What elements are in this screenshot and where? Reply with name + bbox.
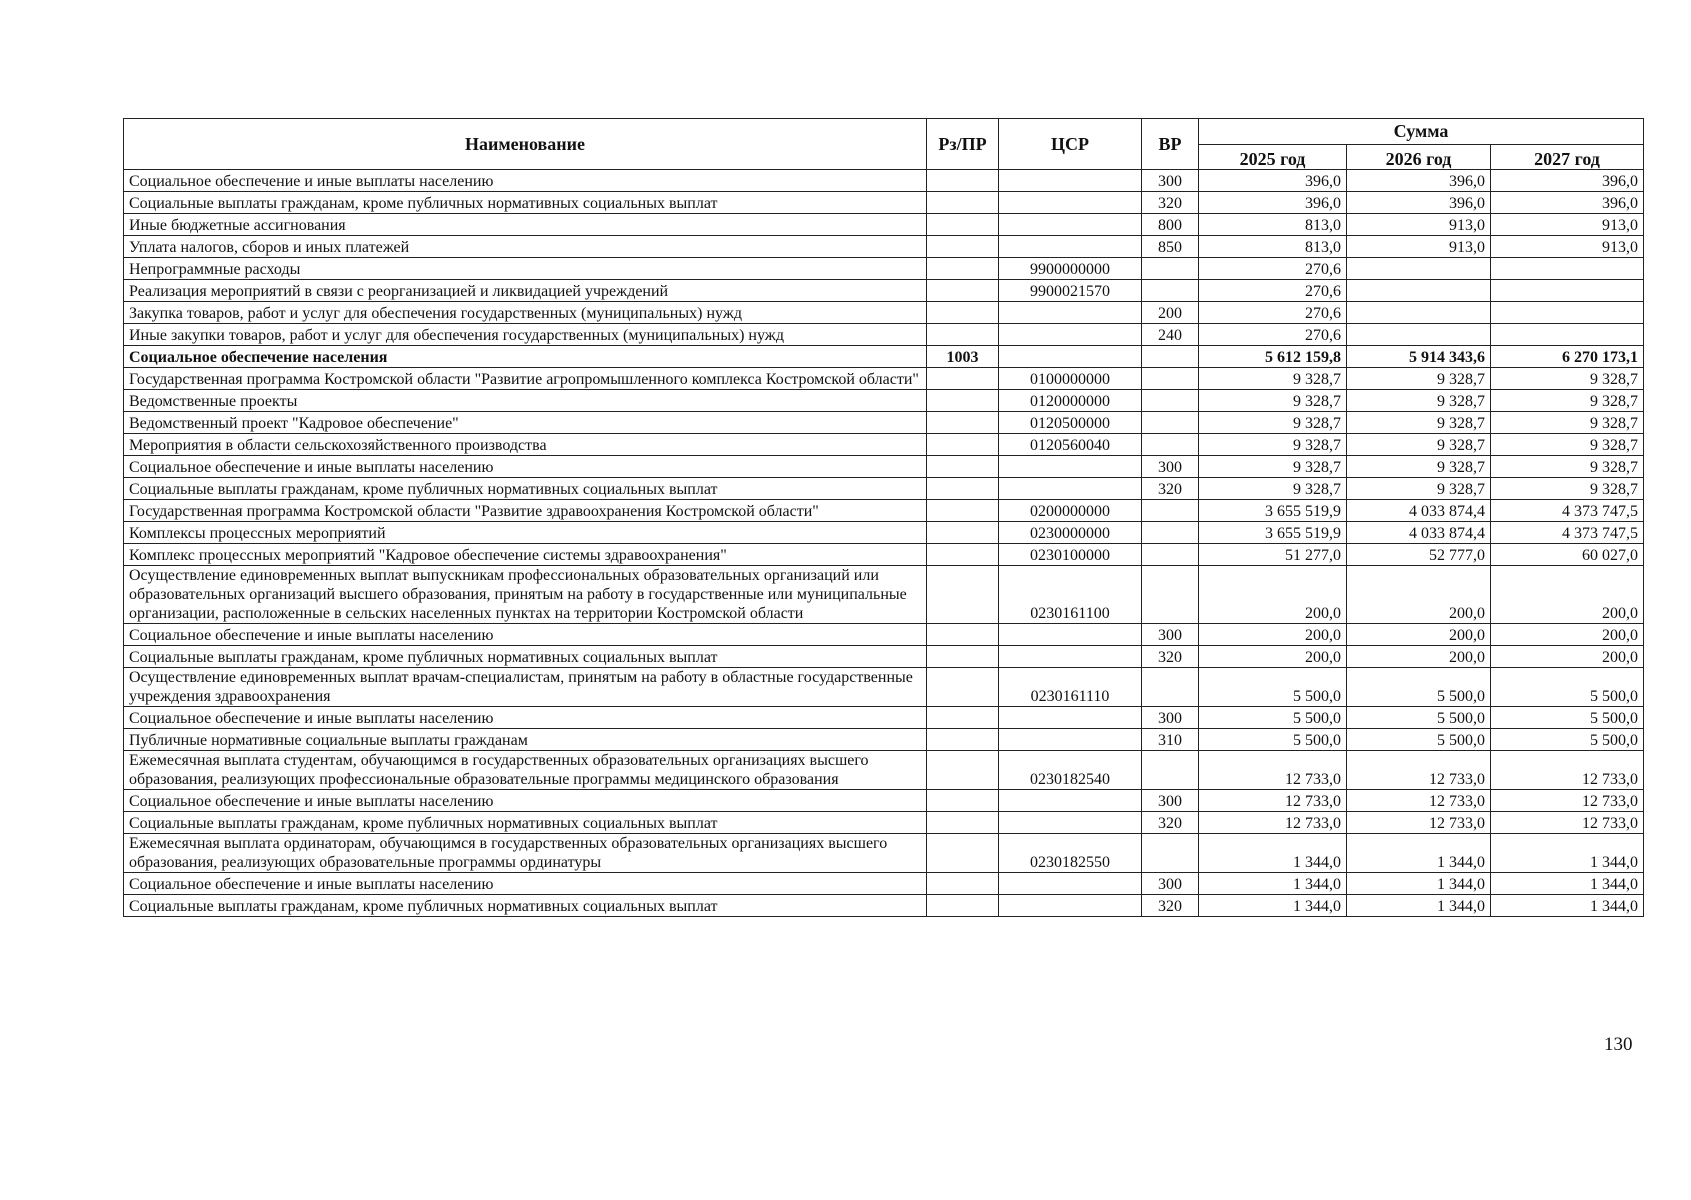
table-row xyxy=(124,368,1644,390)
cell-2027: 1 344,0 xyxy=(1491,834,1644,873)
table-row xyxy=(124,729,1644,751)
table-row xyxy=(124,170,1644,192)
cell-csr xyxy=(999,324,1142,346)
cell-rz-pr xyxy=(927,236,999,258)
cell-2027: 9 328,7 xyxy=(1491,434,1644,456)
cell-rz-pr xyxy=(927,729,999,751)
cell-vr: 320 xyxy=(1142,812,1199,834)
cell-2027: 1 344,0 xyxy=(1491,895,1644,917)
cell-csr xyxy=(999,895,1142,917)
cell-name: Ежемесячная выплата ординаторам, обучающимся в государственных образовательных организациях высшего образования, реализующих образовательные программы ординатуры xyxy=(124,834,927,873)
cell-rz-pr xyxy=(927,834,999,873)
table-row xyxy=(124,412,1644,434)
cell-csr xyxy=(999,302,1142,324)
cell-2025: 1 344,0 xyxy=(1199,895,1347,917)
cell-name: Мероприятия в области сельскохозяйственного производства xyxy=(124,434,927,456)
cell-vr xyxy=(1142,258,1199,280)
cell-2025: 9 328,7 xyxy=(1199,390,1347,412)
cell-vr: 200 xyxy=(1142,302,1199,324)
cell-2025: 396,0 xyxy=(1199,192,1347,214)
page-number: 130 xyxy=(1604,1034,1633,1055)
cell-2026 xyxy=(1347,280,1491,302)
cell-csr xyxy=(999,729,1142,751)
cell-2027 xyxy=(1491,302,1644,324)
cell-2026: 200,0 xyxy=(1347,624,1491,646)
header-year-2027: 2027 год xyxy=(1491,145,1644,170)
cell-rz-pr xyxy=(927,624,999,646)
cell-vr: 300 xyxy=(1142,456,1199,478)
cell-2027: 12 733,0 xyxy=(1491,751,1644,790)
header-csr: ЦСР xyxy=(999,119,1142,170)
cell-2027: 5 500,0 xyxy=(1491,668,1644,707)
cell-vr: 300 xyxy=(1142,707,1199,729)
cell-name: Непрограммные расходы xyxy=(124,258,927,280)
cell-2026: 913,0 xyxy=(1347,214,1491,236)
cell-vr xyxy=(1142,346,1199,368)
cell-csr xyxy=(999,812,1142,834)
cell-2026: 12 733,0 xyxy=(1347,790,1491,812)
cell-vr xyxy=(1142,500,1199,522)
cell-rz-pr xyxy=(927,668,999,707)
cell-name: Социальное обеспечение и иные выплаты населению xyxy=(124,707,927,729)
cell-2027: 4 373 747,5 xyxy=(1491,500,1644,522)
cell-2025: 270,6 xyxy=(1199,324,1347,346)
cell-csr xyxy=(999,192,1142,214)
cell-rz-pr: 1003 xyxy=(927,346,999,368)
table-row xyxy=(124,668,1644,707)
cell-2026: 5 500,0 xyxy=(1347,729,1491,751)
cell-name: Реализация мероприятий в связи с реорганизацией и ликвидацией учреждений xyxy=(124,280,927,302)
cell-2026: 9 328,7 xyxy=(1347,368,1491,390)
cell-2025: 396,0 xyxy=(1199,170,1347,192)
cell-csr xyxy=(999,346,1142,368)
cell-name: Социальные выплаты гражданам, кроме публичных нормативных социальных выплат xyxy=(124,478,927,500)
cell-rz-pr xyxy=(927,522,999,544)
cell-2025: 200,0 xyxy=(1199,566,1347,624)
header-year-2025: 2025 год xyxy=(1199,145,1347,170)
cell-csr: 0230100000 xyxy=(999,544,1142,566)
cell-vr: 300 xyxy=(1142,790,1199,812)
cell-2025: 51 277,0 xyxy=(1199,544,1347,566)
table-row xyxy=(124,834,1644,873)
cell-csr xyxy=(999,646,1142,668)
cell-csr xyxy=(999,624,1142,646)
cell-vr xyxy=(1142,522,1199,544)
cell-name: Социальное обеспечение и иные выплаты населению xyxy=(124,873,927,895)
cell-2027: 12 733,0 xyxy=(1491,790,1644,812)
table-row xyxy=(124,456,1644,478)
cell-vr xyxy=(1142,412,1199,434)
table-row xyxy=(124,500,1644,522)
cell-name: Социальные выплаты гражданам, кроме публичных нормативных социальных выплат xyxy=(124,895,927,917)
cell-2026: 4 033 874,4 xyxy=(1347,522,1491,544)
table-row xyxy=(124,895,1644,917)
cell-rz-pr xyxy=(927,790,999,812)
cell-2025: 3 655 519,9 xyxy=(1199,522,1347,544)
table-row xyxy=(124,390,1644,412)
cell-vr xyxy=(1142,566,1199,624)
cell-rz-pr xyxy=(927,751,999,790)
cell-2027: 200,0 xyxy=(1491,566,1644,624)
cell-name: Осуществление единовременных выплат выпускникам профессиональных образовательных организаций или образовательных организаций высшего образования, принятым на работу в государственные или муниципальные организации, расположенные в сельских населенных пунктах на территории Костромской области xyxy=(124,566,927,624)
cell-rz-pr xyxy=(927,214,999,236)
cell-name: Иные закупки товаров, работ и услуг для обеспечения государственных (муниципальных) нужд xyxy=(124,324,927,346)
cell-2026: 5 500,0 xyxy=(1347,668,1491,707)
cell-vr xyxy=(1142,434,1199,456)
cell-2026: 12 733,0 xyxy=(1347,751,1491,790)
cell-2025: 270,6 xyxy=(1199,258,1347,280)
cell-name: Социальное обеспечение и иные выплаты населению xyxy=(124,456,927,478)
table-row xyxy=(124,751,1644,790)
cell-csr xyxy=(999,236,1142,258)
table-row xyxy=(124,624,1644,646)
cell-name: Социальное обеспечение населения xyxy=(124,346,927,368)
cell-name: Социальные выплаты гражданам, кроме публичных нормативных социальных выплат xyxy=(124,192,927,214)
cell-2025: 5 500,0 xyxy=(1199,668,1347,707)
table-row xyxy=(124,544,1644,566)
cell-name: Социальное обеспечение и иные выплаты населению xyxy=(124,624,927,646)
cell-2025: 5 500,0 xyxy=(1199,729,1347,751)
cell-csr xyxy=(999,170,1142,192)
cell-rz-pr xyxy=(927,412,999,434)
cell-name: Закупка товаров, работ и услуг для обеспечения государственных (муниципальных) нужд xyxy=(124,302,927,324)
cell-csr xyxy=(999,456,1142,478)
cell-rz-pr xyxy=(927,895,999,917)
cell-2027: 60 027,0 xyxy=(1491,544,1644,566)
cell-2026: 9 328,7 xyxy=(1347,390,1491,412)
cell-2026 xyxy=(1347,258,1491,280)
cell-2027: 1 344,0 xyxy=(1491,873,1644,895)
table-row xyxy=(124,324,1644,346)
cell-2025: 9 328,7 xyxy=(1199,434,1347,456)
cell-rz-pr xyxy=(927,368,999,390)
cell-2027: 200,0 xyxy=(1491,646,1644,668)
cell-2026: 9 328,7 xyxy=(1347,478,1491,500)
cell-2026: 1 344,0 xyxy=(1347,873,1491,895)
cell-csr: 0120560040 xyxy=(999,434,1142,456)
cell-csr xyxy=(999,873,1142,895)
cell-2027: 4 373 747,5 xyxy=(1491,522,1644,544)
cell-2025: 200,0 xyxy=(1199,646,1347,668)
cell-csr xyxy=(999,214,1142,236)
cell-2025: 5 500,0 xyxy=(1199,707,1347,729)
cell-2025: 200,0 xyxy=(1199,624,1347,646)
cell-rz-pr xyxy=(927,258,999,280)
cell-2027: 5 500,0 xyxy=(1491,729,1644,751)
cell-2026: 200,0 xyxy=(1347,566,1491,624)
table-row xyxy=(124,192,1644,214)
cell-2026: 9 328,7 xyxy=(1347,456,1491,478)
cell-csr: 0120000000 xyxy=(999,390,1142,412)
table-row xyxy=(124,236,1644,258)
header-vr: ВР xyxy=(1142,119,1199,170)
cell-rz-pr xyxy=(927,812,999,834)
cell-vr: 300 xyxy=(1142,873,1199,895)
cell-2026: 9 328,7 xyxy=(1347,412,1491,434)
budget-table xyxy=(123,118,1644,917)
cell-vr: 320 xyxy=(1142,895,1199,917)
cell-2025: 270,6 xyxy=(1199,302,1347,324)
cell-name: Социальное обеспечение и иные выплаты населению xyxy=(124,170,927,192)
cell-vr xyxy=(1142,368,1199,390)
cell-2027: 9 328,7 xyxy=(1491,390,1644,412)
cell-2025: 9 328,7 xyxy=(1199,368,1347,390)
cell-2025: 3 655 519,9 xyxy=(1199,500,1347,522)
table-row xyxy=(124,646,1644,668)
cell-vr: 800 xyxy=(1142,214,1199,236)
cell-2027 xyxy=(1491,280,1644,302)
cell-rz-pr xyxy=(927,302,999,324)
cell-vr xyxy=(1142,390,1199,412)
cell-csr: 9900021570 xyxy=(999,280,1142,302)
cell-csr: 0100000000 xyxy=(999,368,1142,390)
table-row xyxy=(124,812,1644,834)
cell-2026 xyxy=(1347,324,1491,346)
cell-2025: 813,0 xyxy=(1199,236,1347,258)
table-row xyxy=(124,302,1644,324)
cell-2025: 5 612 159,8 xyxy=(1199,346,1347,368)
cell-2025: 12 733,0 xyxy=(1199,790,1347,812)
table-body xyxy=(124,170,1644,917)
cell-vr xyxy=(1142,668,1199,707)
cell-name: Государственная программа Костромской области "Развитие здравоохранения Костромской области" xyxy=(124,500,927,522)
cell-2027: 200,0 xyxy=(1491,624,1644,646)
cell-2027: 12 733,0 xyxy=(1491,812,1644,834)
cell-2026: 913,0 xyxy=(1347,236,1491,258)
cell-2025: 12 733,0 xyxy=(1199,751,1347,790)
header-rz-pr: Рз/ПР xyxy=(927,119,999,170)
cell-2027: 9 328,7 xyxy=(1491,368,1644,390)
cell-rz-pr xyxy=(927,324,999,346)
cell-2027: 6 270 173,1 xyxy=(1491,346,1644,368)
cell-rz-pr xyxy=(927,192,999,214)
cell-2026: 396,0 xyxy=(1347,170,1491,192)
cell-2025: 813,0 xyxy=(1199,214,1347,236)
cell-2026 xyxy=(1347,302,1491,324)
cell-name: Государственная программа Костромской области "Развитие агропромышленного комплекса Костромской области" xyxy=(124,368,927,390)
cell-rz-pr xyxy=(927,873,999,895)
cell-vr: 240 xyxy=(1142,324,1199,346)
cell-2027: 5 500,0 xyxy=(1491,707,1644,729)
table-row xyxy=(124,707,1644,729)
cell-2025: 9 328,7 xyxy=(1199,478,1347,500)
cell-csr: 0230161110 xyxy=(999,668,1142,707)
cell-name: Ежемесячная выплата студентам, обучающимся в государственных образовательных организациях высшего образования, реализующих профессиональные образовательные программы медицинского образования xyxy=(124,751,927,790)
table-header xyxy=(124,119,1644,170)
cell-2026: 5 500,0 xyxy=(1347,707,1491,729)
table-row xyxy=(124,522,1644,544)
cell-2027: 396,0 xyxy=(1491,192,1644,214)
cell-csr: 0200000000 xyxy=(999,500,1142,522)
cell-2027: 9 328,7 xyxy=(1491,478,1644,500)
cell-vr xyxy=(1142,280,1199,302)
cell-name: Уплата налогов, сборов и иных платежей xyxy=(124,236,927,258)
cell-name: Иные бюджетные ассигнования xyxy=(124,214,927,236)
cell-rz-pr xyxy=(927,434,999,456)
cell-rz-pr xyxy=(927,456,999,478)
cell-2025: 1 344,0 xyxy=(1199,834,1347,873)
cell-2027: 9 328,7 xyxy=(1491,456,1644,478)
cell-rz-pr xyxy=(927,646,999,668)
cell-2025: 270,6 xyxy=(1199,280,1347,302)
cell-2027: 913,0 xyxy=(1491,214,1644,236)
cell-rz-pr xyxy=(927,170,999,192)
cell-vr: 850 xyxy=(1142,236,1199,258)
cell-csr: 0230182540 xyxy=(999,751,1142,790)
cell-rz-pr xyxy=(927,280,999,302)
table-row xyxy=(124,790,1644,812)
cell-2025: 9 328,7 xyxy=(1199,412,1347,434)
cell-name: Ведомственный проект "Кадровое обеспечение" xyxy=(124,412,927,434)
table-row xyxy=(124,280,1644,302)
cell-vr: 320 xyxy=(1142,646,1199,668)
cell-vr: 320 xyxy=(1142,478,1199,500)
cell-2027: 396,0 xyxy=(1491,170,1644,192)
cell-csr: 0230182550 xyxy=(999,834,1142,873)
cell-vr xyxy=(1142,751,1199,790)
cell-2026: 12 733,0 xyxy=(1347,812,1491,834)
cell-csr: 9900000000 xyxy=(999,258,1142,280)
table-row xyxy=(124,566,1644,624)
cell-csr xyxy=(999,790,1142,812)
cell-2027 xyxy=(1491,258,1644,280)
cell-csr: 0120500000 xyxy=(999,412,1142,434)
cell-name: Публичные нормативные социальные выплаты гражданам xyxy=(124,729,927,751)
cell-vr xyxy=(1142,544,1199,566)
cell-name: Комплексы процессных мероприятий xyxy=(124,522,927,544)
cell-name: Ведомственные проекты xyxy=(124,390,927,412)
cell-name: Социальные выплаты гражданам, кроме публичных нормативных социальных выплат xyxy=(124,646,927,668)
cell-rz-pr xyxy=(927,478,999,500)
cell-2026: 1 344,0 xyxy=(1347,895,1491,917)
cell-2026: 52 777,0 xyxy=(1347,544,1491,566)
document-page xyxy=(123,118,1643,917)
cell-2026: 396,0 xyxy=(1347,192,1491,214)
cell-vr: 300 xyxy=(1142,624,1199,646)
cell-2026: 1 344,0 xyxy=(1347,834,1491,873)
cell-csr: 0230161100 xyxy=(999,566,1142,624)
table-row xyxy=(124,214,1644,236)
table-row xyxy=(124,258,1644,280)
header-name: Наименование xyxy=(124,119,927,170)
cell-vr: 310 xyxy=(1142,729,1199,751)
cell-name: Социальные выплаты гражданам, кроме публичных нормативных социальных выплат xyxy=(124,812,927,834)
table-row xyxy=(124,434,1644,456)
cell-2025: 9 328,7 xyxy=(1199,456,1347,478)
cell-vr: 300 xyxy=(1142,170,1199,192)
cell-csr xyxy=(999,707,1142,729)
cell-csr: 0230000000 xyxy=(999,522,1142,544)
cell-2026: 9 328,7 xyxy=(1347,434,1491,456)
table-row xyxy=(124,873,1644,895)
cell-rz-pr xyxy=(927,390,999,412)
cell-name: Социальное обеспечение и иные выплаты населению xyxy=(124,790,927,812)
cell-2025: 12 733,0 xyxy=(1199,812,1347,834)
cell-name: Осуществление единовременных выплат врачам-специалистам, принятым на работу в областные государственные учреждения здравоохранения xyxy=(124,668,927,707)
header-year-2026: 2026 год xyxy=(1347,145,1491,170)
cell-vr: 320 xyxy=(1142,192,1199,214)
cell-rz-pr xyxy=(927,566,999,624)
cell-2025: 1 344,0 xyxy=(1199,873,1347,895)
table-row xyxy=(124,346,1644,368)
cell-rz-pr xyxy=(927,500,999,522)
cell-2027: 9 328,7 xyxy=(1491,412,1644,434)
cell-2026: 5 914 343,6 xyxy=(1347,346,1491,368)
cell-2026: 200,0 xyxy=(1347,646,1491,668)
cell-csr xyxy=(999,478,1142,500)
cell-2027 xyxy=(1491,324,1644,346)
cell-2026: 4 033 874,4 xyxy=(1347,500,1491,522)
cell-vr xyxy=(1142,834,1199,873)
cell-rz-pr xyxy=(927,707,999,729)
header-sum: Сумма xyxy=(1199,119,1644,145)
cell-2027: 913,0 xyxy=(1491,236,1644,258)
cell-name: Комплекс процессных мероприятий "Кадровое обеспечение системы здравоохранения" xyxy=(124,544,927,566)
table-row xyxy=(124,478,1644,500)
cell-rz-pr xyxy=(927,544,999,566)
